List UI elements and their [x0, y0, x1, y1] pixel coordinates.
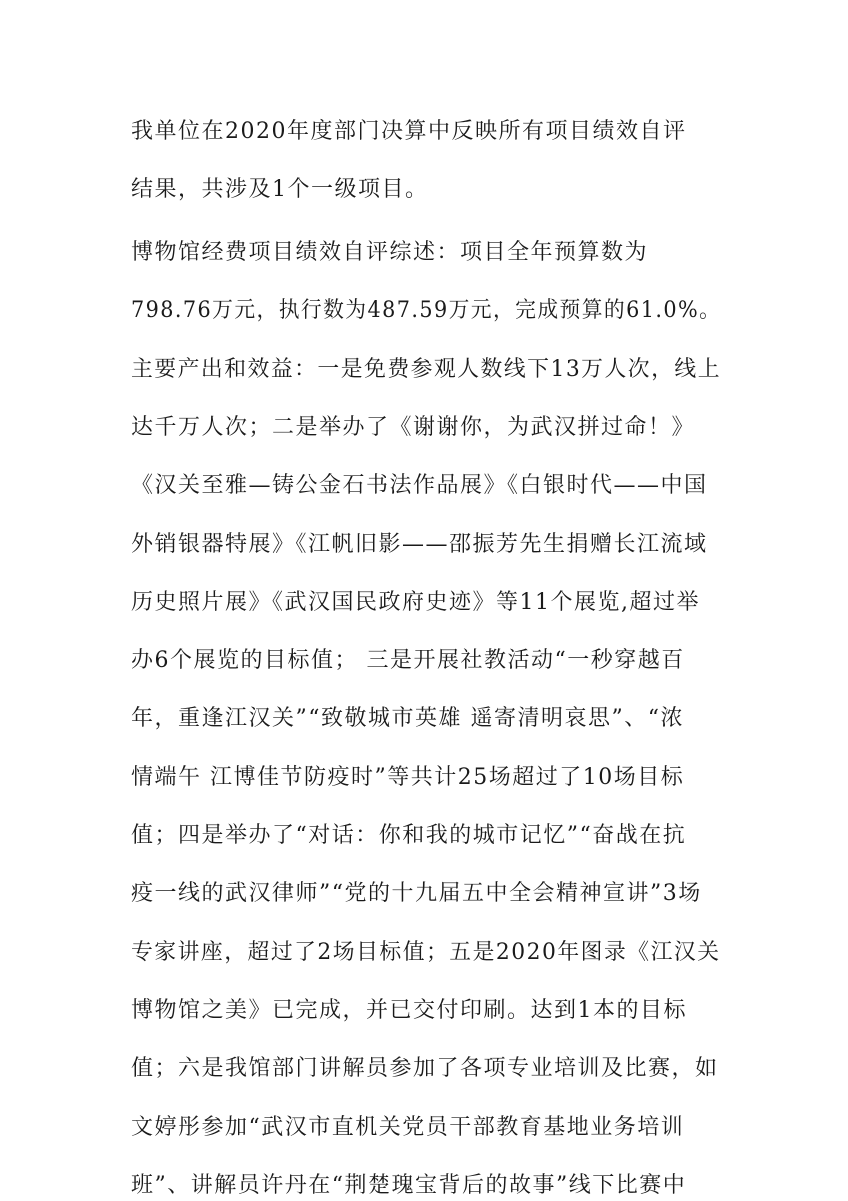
text-line: 达千万人次；二是举办了《谢谢你，为武汉拼过命！》 — [131, 415, 696, 440]
text-line: 《汉关至雅—铸公金石书法作品展》《白银时代——中国 — [131, 473, 708, 498]
text-line: 博物馆之美》已完成，并已交付印刷。达到1本的目标 — [131, 998, 687, 1023]
text-line: 结果，共涉及1个一级项目。 — [131, 177, 429, 202]
text-line: 文婷彤参加“武汉市直机关党员干部教育基地业务培训 — [131, 1115, 685, 1140]
text-line: 历史照片展》《武汉国民政府史迹》等11个展览,超过举 — [131, 590, 700, 615]
text-line: 值；四是举办了“对话：你和我的城市记忆”“奋战在抗 — [131, 823, 687, 848]
text-line: 办6个展览的目标值； 三是开展社教活动“一秒穿越百 — [131, 648, 685, 673]
text-line: 情端午 江博佳节防疫时”等共计25场超过了10场目标 — [131, 765, 685, 790]
text-line: 班”、讲解员许丹在“荆楚瑰宝背后的故事”线下比赛中 — [131, 1173, 687, 1198]
text-line: 专家讲座，超过了2场目标值；五是2020年图录《江汉关 — [131, 940, 721, 965]
text-line: 我单位在2020年度部门决算中反映所有项目绩效自评 — [131, 119, 687, 144]
text-line: 798.76万元，执行数为487.59万元，完成预算的61.0%。 — [131, 298, 722, 323]
text-line: 值；六是我馆部门讲解员参加了各项专业培训及比赛，如 — [131, 1056, 719, 1081]
text-line: 疫一线的武汉律师”“党的十九届五中全会精神宣讲”3场 — [131, 881, 702, 906]
text-line: 外销银器特展》《江帆旧影——邵振芳先生捐赠长江流域 — [131, 532, 708, 557]
text-line: 年，重逢江汉关”“致敬城市英雄 遥寄清明哀思”、“浓 — [131, 706, 684, 731]
text-line: 主要产出和效益：一是免费参观人数线下13万人次，线上 — [131, 357, 721, 382]
text-line: 博物馆经费项目绩效自评综述：项目全年预算数为 — [131, 240, 649, 265]
